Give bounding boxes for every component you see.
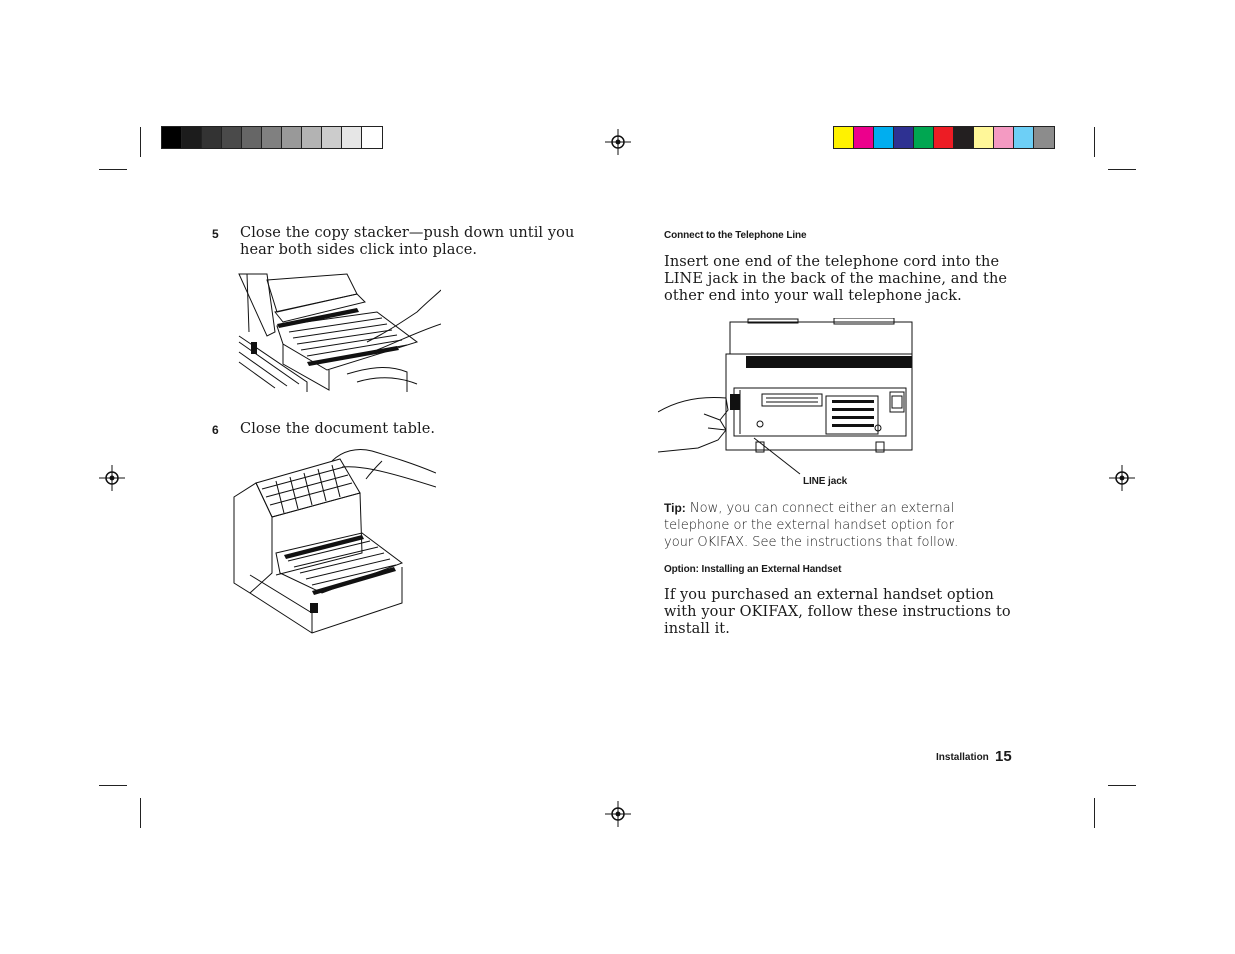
footer-section-label: Installation — [936, 752, 989, 763]
color-swatch — [282, 127, 302, 148]
color-swatch — [1014, 127, 1034, 148]
color-swatch — [302, 127, 322, 148]
color-swatch — [854, 127, 874, 148]
copy-stacker-illustration — [237, 272, 441, 394]
section-heading-external-handset: Option: Installing an External Handset — [664, 564, 842, 575]
color-swatch — [834, 127, 854, 148]
crop-mark — [140, 798, 141, 828]
tip-note — [664, 500, 984, 551]
color-swatch — [934, 127, 954, 148]
color-swatch — [162, 127, 182, 148]
footer-page-number: 15 — [995, 748, 1012, 765]
crop-mark — [1108, 169, 1136, 170]
registration-mark-icon — [605, 801, 631, 827]
telephone-line-paragraph: Insert one end of the telephone cord into the LINE jack in the back of the machine, and the other end into your wall telephone jack. — [664, 254, 1008, 304]
color-swatch — [974, 127, 994, 148]
color-swatch — [202, 127, 222, 148]
color-swatch — [874, 127, 894, 148]
step-6-text: Close the document table. — [240, 421, 436, 437]
color-swatch — [954, 127, 974, 148]
color-swatch — [182, 127, 202, 148]
registration-mark-icon — [605, 129, 631, 155]
color-swatch — [914, 127, 934, 148]
crop-mark — [99, 785, 127, 786]
tip-text: Now, you can connect either an external telephone or the external handset option for your OKIFAX. See the instructions that follow. — [664, 501, 959, 550]
color-swatch — [342, 127, 362, 148]
color-swatch — [994, 127, 1014, 148]
crop-mark — [99, 169, 127, 170]
section-heading-telephone-line: Connect to the Telephone Line — [664, 230, 807, 241]
step-5-text: Close the copy stacker—push down until you hear both sides click into place. — [240, 225, 575, 258]
document-table-illustration — [232, 443, 436, 636]
color-swatch — [1034, 127, 1054, 148]
color-swatch — [242, 127, 262, 148]
crop-mark — [140, 127, 141, 157]
fax-rear-illustration — [658, 318, 914, 478]
crop-mark — [1108, 785, 1136, 786]
crop-mark — [1094, 127, 1095, 157]
step-5-number: 5 — [212, 227, 219, 241]
color-swatch — [362, 127, 382, 148]
process-color-bar — [833, 126, 1055, 149]
grayscale-color-bar — [161, 126, 383, 149]
registration-mark-icon — [99, 465, 125, 491]
color-swatch — [222, 127, 242, 148]
step-6-number: 6 — [212, 423, 219, 437]
registration-mark-icon — [1109, 465, 1135, 491]
color-swatch — [894, 127, 914, 148]
line-jack-callout: LINE jack — [803, 476, 848, 487]
color-swatch — [322, 127, 342, 148]
tip-label: Tip: — [664, 501, 686, 515]
external-handset-paragraph: If you purchased an external handset option with your OKIFAX, follow these instructions to install it. — [664, 587, 1011, 637]
crop-mark — [1094, 798, 1095, 828]
color-swatch — [262, 127, 282, 148]
